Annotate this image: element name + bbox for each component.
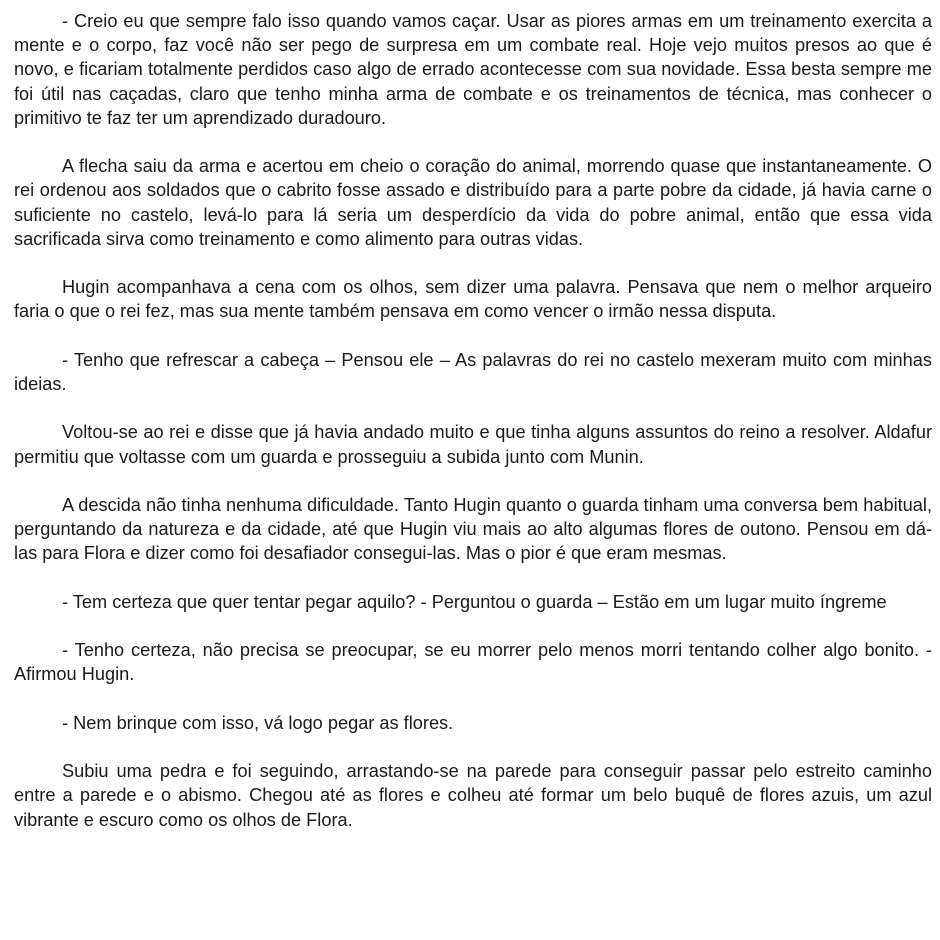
paragraph-4: - Tenho que refrescar a cabeça – Pensou ele – As palavras do rei no castelo mexeram muito com minhas ideias. — [14, 349, 932, 394]
paragraph-8: - Tenho certeza, não precisa se preocupar, se eu morrer pelo menos morri tentando colher algo bonito. - Afirmou Hugin. — [14, 640, 932, 685]
paragraph-5: Voltou-se ao rei e disse que já havia andado muito e que tinha alguns assuntos do reino a resolver. Aldafur permitiu que voltasse com um guarda e prosseguiu a subida junto com Munin. — [14, 422, 932, 467]
paragraph-7: - Tem certeza que quer tentar pegar aquilo? - Perguntou o guarda – Estão em um lugar muito íngreme — [62, 591, 887, 612]
paragraph-6: A descida não tinha nenhuma dificuldade. Tanto Hugin quanto o guarda tinham uma conversa bem habitual, perguntando da natureza e da cidade, até que Hugin viu mais ao alto algumas flores de outono. Pensou em dá-las para Flora e dizer como foi desafiador consegui-las. Mas o pior é que eram mesmas. — [14, 494, 932, 564]
document-page — [14, 9, 932, 832]
paragraph-2: A flecha saiu da arma e acertou em cheio o coração do animal, morrendo quase que instantaneamente. O rei ordenou aos soldados que o cabrito fosse assado e distribuído para a parte pobre da cidade, já havia carne o suficiente no castelo, levá-lo para lá seria um desperdício da vida do pobre animal, então que essa vida sacrificada sirva como treinamento e como alimento para outras vidas. — [14, 156, 932, 249]
paragraph-9: - Nem brinque com isso, vá logo pegar as flores. — [62, 712, 454, 733]
paragraph-10: Subiu uma pedra e foi seguindo, arrastando-se na parede para conseguir passar pelo estreito caminho entre a parede e o abismo. Chegou até as flores e colheu até formar um belo buquê de flores azuis, um azul vibrante e escuro como os olhos de Flora. — [14, 761, 932, 830]
paragraph-3: Hugin acompanhava a cena com os olhos, sem dizer uma palavra. Pensava que nem o melhor arqueiro faria o que o rei fez, mas sua mente também pensava em como vencer o irmão nessa disputa. — [14, 277, 932, 322]
paragraph-1: - Creio eu que sempre falo isso quando vamos caçar. Usar as piores armas em um treinamento exercita a mente e o corpo, faz você não ser pego de surpresa em um combate real. Hoje vejo muitos presos ao que é novo, e ficariam totalmente perdidos caso algo de errado acontecesse com sua novidade. Essa besta sempre me foi útil nas caçadas, claro que tenho minha arma de combate e os treinamentos de técnica, mas conhecer o primitivo te faz ter um aprendizado duradouro. — [14, 11, 932, 128]
